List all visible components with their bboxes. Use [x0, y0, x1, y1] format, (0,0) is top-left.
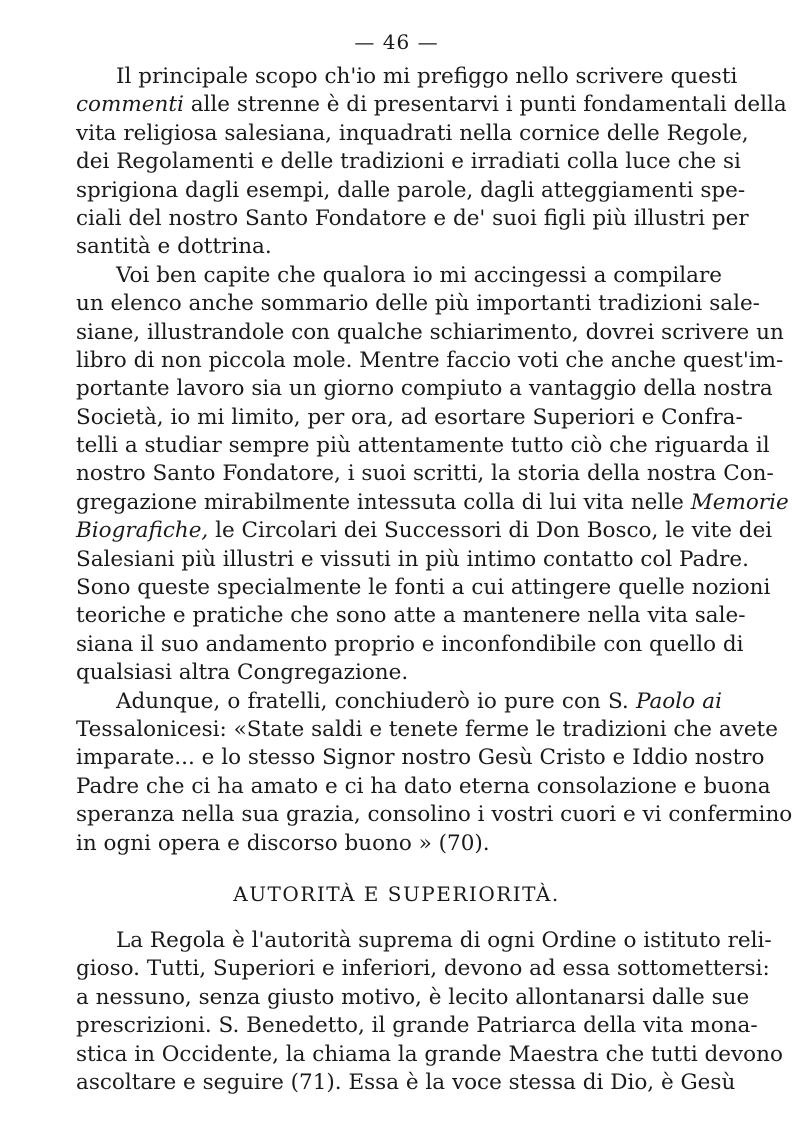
text-line: Il principale scopo ch'io mi prefiggo nello scrivere questi [116, 64, 738, 89]
text-line: Padre che ci ha amato e ci ha dato eterna consolazione e buona [76, 773, 771, 799]
text-line: Salesiani più illustri e vissuti in più intimo contatto col Padre. [76, 546, 749, 572]
text-line: gregazione mirabilmente intessuta colla di lui vita nelle Memorie [76, 489, 789, 515]
text-line: teoriche e pratiche che sono atte a mantenere nella vita sale- [76, 603, 746, 629]
text-line: Voi ben capite che qualora io mi accingessi a compilare [116, 262, 722, 288]
text-line: prescrizioni. S. Benedetto, il grande Patriarca della vita mona- [76, 1013, 758, 1039]
paragraph [76, 927, 783, 1097]
text-line: stica in Occidente, la chiama la grande Maestra che tutti devono [76, 1041, 783, 1067]
text-line: siana il suo andamento proprio e inconfondibile con quello di [76, 631, 744, 657]
paragraph [76, 63, 787, 262]
text-line: telli a studiar sempre più attentamente tutto ciò che riguarda il [76, 433, 770, 459]
text-line: Società, io mi limito, per ora, ad esortare Superiori e Confra- [76, 404, 743, 430]
body-text-upper [76, 63, 793, 858]
text-line: a nessuno, senza giusto motivo, è lecito allontanarsi dalle sue [76, 984, 750, 1010]
text-line: libro di non piccola mole. Mentre faccio voti che anche quest'im- [76, 347, 784, 373]
text-line: sprigiona dagli esempi, dalle parole, dagli atteggiamenti spe- [76, 177, 746, 203]
text-line: Biografiche, le Circolari dei Successori di Don Bosco, le vite dei [76, 518, 773, 544]
text-line: santità e dottrina. [76, 234, 272, 260]
paragraph [76, 262, 789, 688]
text-line: Tessalonicesi: «State saldi e tenete ferme le tradizioni che avete [76, 716, 778, 742]
text-line: dei Regolamenti e delle tradizioni e irradiati colla luce che si [76, 149, 741, 175]
text-line: ciali del nostro Santo Fondatore e de' suoi figli più illustri per [76, 205, 749, 231]
text-line: commenti alle strenne è di presentarvi i punti fondamentali della [76, 92, 787, 118]
text-line: La Regola è l'autorità suprema di ogni Ordine o istituto reli- [116, 928, 772, 953]
text-line: Adunque, o fratelli, conchiuderò io pure con S. Paolo ai [116, 688, 722, 714]
page-number: — 46 — [354, 30, 439, 54]
text-line: speranza nella sua grazia, consolino i vostri cuori e vi confermino [76, 802, 793, 828]
text-line: nostro Santo Fondatore, i suoi scritti, la storia della nostra Con- [76, 461, 774, 487]
section-heading: AUTORITÀ E SUPERIORITÀ. [233, 882, 560, 906]
paragraph [76, 688, 793, 858]
text-line: imparate... e lo stesso Signor nostro Gesù Cristo e Iddio nostro [76, 745, 765, 771]
text-line: gioso. Tutti, Superiori e inferiori, devono ad essa sottomettersi: [76, 956, 770, 982]
text-line: siane, illustrandole con qualche schiarimento, dovrei scrivere un [76, 319, 784, 345]
text-line: in ogni opera e discorso buono » (70). [76, 830, 490, 856]
text-line: Sono queste specialmente le fonti a cui attingere quelle nozioni [76, 575, 771, 601]
body-text-lower [76, 927, 783, 1097]
text-line: vita religiosa salesiana, inquadrati nella cornice delle Regole, [76, 120, 749, 146]
text-line: portante lavoro sia un giorno compiuto a vantaggio della nostra [76, 376, 773, 402]
text-line: ascoltare e seguire (71). Essa è la voce stessa di Dio, è Gesù [76, 1069, 736, 1095]
text-line: qualsiasi altra Congregazione. [76, 660, 409, 686]
text-line: un elenco anche sommario delle più importanti tradizioni sale- [76, 291, 760, 317]
